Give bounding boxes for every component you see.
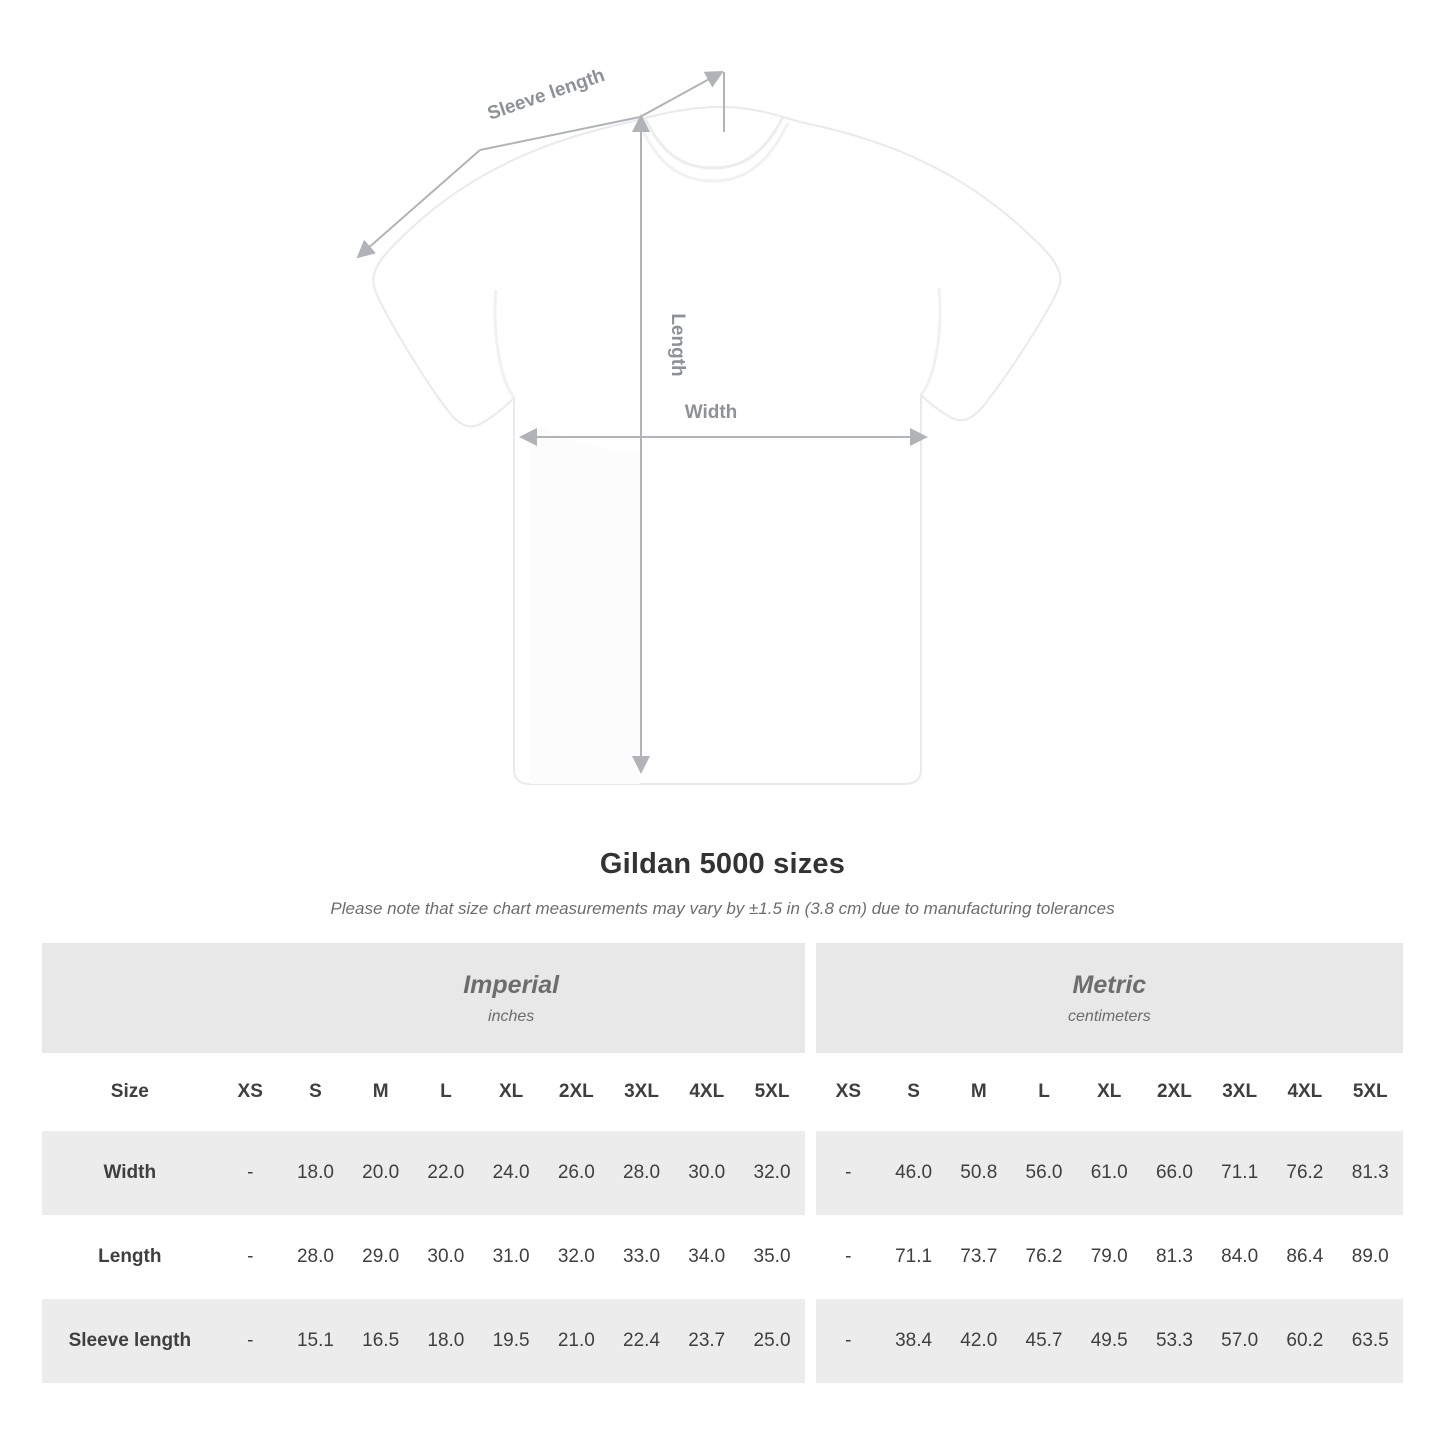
sleeve-imperial-4xl: 23.7 [674, 1299, 739, 1383]
width-label: Width [684, 402, 738, 423]
size-header-imperial-xl: XL [479, 1053, 544, 1131]
unit-header-row [42, 943, 1403, 1053]
size-header-metric-5xl: 5XL [1337, 1053, 1403, 1131]
row-label-width: Width [42, 1131, 218, 1215]
width-metric-m: 50.8 [946, 1131, 1011, 1215]
width-metric-2xl: 66.0 [1142, 1131, 1207, 1215]
length-imperial-3xl: 33.0 [609, 1215, 674, 1299]
length-imperial-2xl: 32.0 [544, 1215, 609, 1299]
size-header-label: Size [42, 1053, 218, 1131]
sleeve-metric-5xl: 63.5 [1337, 1299, 1403, 1383]
sleeve-imperial-s: 15.1 [283, 1299, 348, 1383]
size-header-imperial-4xl: 4XL [674, 1053, 739, 1131]
width-imperial-xs: - [218, 1131, 283, 1215]
width-imperial-4xl: 30.0 [674, 1131, 739, 1215]
sleeve-imperial-xs: - [218, 1299, 283, 1383]
width-imperial-s: 18.0 [283, 1131, 348, 1215]
size-header-imperial-s: S [283, 1053, 348, 1131]
length-gap [805, 1215, 816, 1299]
tolerance-note: Please note that size chart measurements may vary by ±1.5 in (3.8 cm) due to manufacturing tolerances [330, 899, 1115, 918]
sleeve-imperial-l: 18.0 [413, 1299, 478, 1383]
table-row-sleeve-length [42, 1299, 1403, 1383]
length-imperial-s: 28.0 [283, 1215, 348, 1299]
title-block [0, 830, 1445, 919]
size-header-imperial-l: L [413, 1053, 478, 1131]
size-header-imperial-5xl: 5XL [739, 1053, 804, 1131]
sleeve-metric-xl: 49.5 [1077, 1299, 1142, 1383]
size-header-metric-4xl: 4XL [1272, 1053, 1337, 1131]
length-metric-xs: - [816, 1215, 881, 1299]
length-metric-m: 73.7 [946, 1215, 1011, 1299]
length-imperial-4xl: 34.0 [674, 1215, 739, 1299]
width-imperial-m: 20.0 [348, 1131, 413, 1215]
sleeve-length-label: Sleeve length [484, 64, 608, 125]
width-imperial-l: 22.0 [413, 1131, 478, 1215]
tshirt-shape [373, 107, 1060, 784]
sleeve-metric-m: 42.0 [946, 1299, 1011, 1383]
width-metric-s: 46.0 [881, 1131, 946, 1215]
length-imperial-m: 29.0 [348, 1215, 413, 1299]
sleeve-metric-l: 45.7 [1011, 1299, 1076, 1383]
row-label-length: Length [42, 1215, 218, 1299]
length-imperial-xs: - [218, 1215, 283, 1299]
size-header-imperial-xs: XS [218, 1053, 283, 1131]
size-header-metric-3xl: 3XL [1207, 1053, 1272, 1131]
size-header-metric-xl: XL [1077, 1053, 1142, 1131]
unit-header-spacer [42, 943, 218, 1053]
length-label: Length [667, 313, 688, 377]
width-metric-l: 56.0 [1011, 1131, 1076, 1215]
sleeve-metric-xs: - [816, 1299, 881, 1383]
size-header-metric-2xl: 2XL [1142, 1053, 1207, 1131]
width-metric-5xl: 81.3 [1337, 1131, 1403, 1215]
size-table-wrap [42, 943, 1403, 1383]
length-metric-xl: 79.0 [1077, 1215, 1142, 1299]
unit-header-gap [805, 943, 816, 1053]
size-header-imperial-2xl: 2XL [544, 1053, 609, 1131]
sleeve-imperial-m: 16.5 [348, 1299, 413, 1383]
unit-name-imperial: Imperial [463, 971, 560, 1000]
sleeve-metric-4xl: 60.2 [1272, 1299, 1337, 1383]
size-header-imperial-3xl: 3XL [609, 1053, 674, 1131]
sleeve-imperial-xl: 19.5 [479, 1299, 544, 1383]
length-metric-5xl: 89.0 [1337, 1215, 1403, 1299]
sleeve-imperial-5xl: 25.0 [739, 1299, 804, 1383]
sleeve-metric-3xl: 57.0 [1207, 1299, 1272, 1383]
table-row-length [42, 1215, 1403, 1299]
width-metric-xs: - [816, 1131, 881, 1215]
size-header-metric-m: M [946, 1053, 1011, 1131]
row-label-sleeve-length: Sleeve length [42, 1299, 218, 1383]
size-header-metric-s: S [881, 1053, 946, 1131]
width-metric-4xl: 76.2 [1272, 1131, 1337, 1215]
unit-name-metric: Metric [1072, 971, 1147, 1000]
unit-header-imperial [218, 943, 805, 1053]
length-metric-l: 76.2 [1011, 1215, 1076, 1299]
size-header-gap [805, 1053, 816, 1131]
page-title: Gildan 5000 sizes [599, 848, 846, 880]
length-metric-2xl: 81.3 [1142, 1215, 1207, 1299]
width-metric-xl: 61.0 [1077, 1131, 1142, 1215]
sleeve-gap [805, 1299, 816, 1383]
width-gap [805, 1131, 816, 1215]
length-metric-4xl: 86.4 [1272, 1215, 1337, 1299]
size-table [42, 943, 1403, 1383]
sleeve-imperial-3xl: 22.4 [609, 1299, 674, 1383]
unit-header-metric [816, 943, 1403, 1053]
width-metric-3xl: 71.1 [1207, 1131, 1272, 1215]
width-imperial-5xl: 32.0 [739, 1131, 804, 1215]
length-imperial-xl: 31.0 [479, 1215, 544, 1299]
size-header-metric-l: L [1011, 1053, 1076, 1131]
sleeve-metric-2xl: 53.3 [1142, 1299, 1207, 1383]
unit-sub-metric: centimeters [1068, 1007, 1151, 1025]
length-metric-s: 71.1 [881, 1215, 946, 1299]
width-imperial-xl: 24.0 [479, 1131, 544, 1215]
length-imperial-5xl: 35.0 [739, 1215, 804, 1299]
sleeve-metric-s: 38.4 [881, 1299, 946, 1383]
table-row-width [42, 1131, 1403, 1215]
size-header-metric-xs: XS [816, 1053, 881, 1131]
unit-sub-imperial: inches [488, 1007, 535, 1025]
sleeve-imperial-2xl: 21.0 [544, 1299, 609, 1383]
width-imperial-2xl: 26.0 [544, 1131, 609, 1215]
length-metric-3xl: 84.0 [1207, 1215, 1272, 1299]
width-imperial-3xl: 28.0 [609, 1131, 674, 1215]
size-header-imperial-m: M [348, 1053, 413, 1131]
length-imperial-l: 30.0 [413, 1215, 478, 1299]
size-header-row [42, 1053, 1403, 1131]
